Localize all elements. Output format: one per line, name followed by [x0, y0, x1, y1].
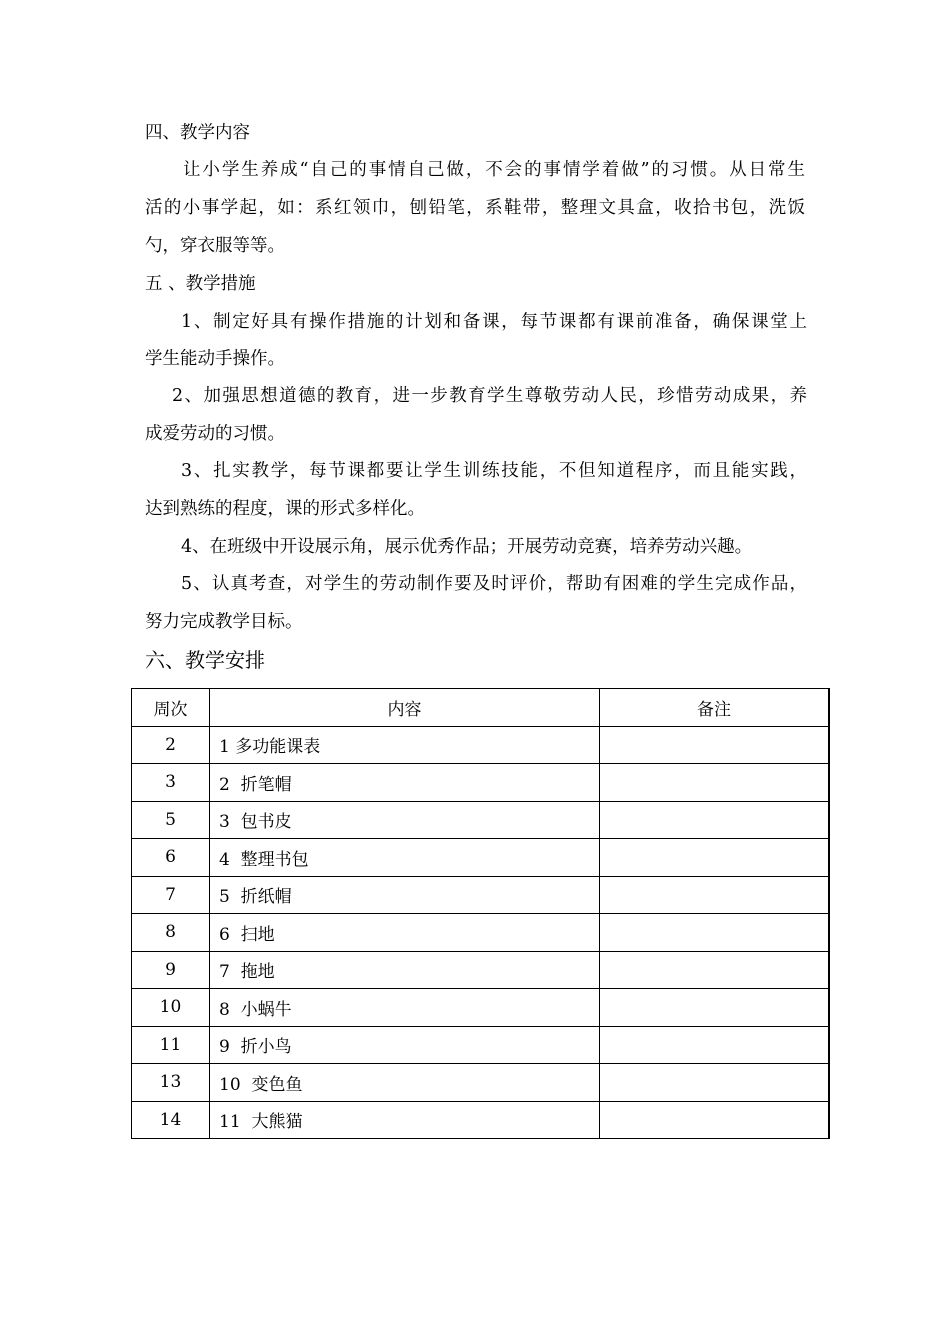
table-row: [132, 764, 830, 802]
column-header-content: 内容: [210, 689, 600, 727]
section5-line-8: 5、认真考查，对学生的劳动制作要及时评价，帮助有困难的学生完成作品，: [181, 574, 807, 594]
table-row: [132, 726, 830, 764]
content-cell: 3 包书皮: [210, 801, 600, 839]
section5-line-6: 达到熟练的程度，课的形式多样化。: [145, 499, 425, 519]
content-cell: 5 折纸帽: [210, 876, 600, 914]
content-cell: 11 大熊猫: [210, 1101, 600, 1139]
content-cell: 8 小蜗牛: [210, 989, 600, 1027]
week-cell: 14: [132, 1101, 210, 1139]
week-cell: 11: [132, 1026, 210, 1064]
week-cell: 13: [132, 1064, 210, 1102]
table-row: [132, 1101, 830, 1139]
week-cell: 6: [132, 839, 210, 877]
table-row: [132, 801, 830, 839]
column-header-notes: 备注: [600, 689, 830, 727]
week-cell: 9: [132, 951, 210, 989]
notes-cell: [600, 1101, 830, 1139]
content-cell: 1 多功能课表: [210, 726, 600, 764]
notes-cell: [600, 1064, 830, 1102]
section4-heading: 四、教学内容: [145, 123, 250, 143]
column-header-week: 周次: [132, 689, 210, 727]
content-cell: 6 扫地: [210, 914, 600, 952]
week-cell: 2: [132, 726, 210, 764]
notes-cell: [600, 801, 830, 839]
content-cell: 10 变色鱼: [210, 1064, 600, 1102]
table-row: [132, 989, 830, 1027]
section5-line-9: 努力完成教学目标。: [145, 612, 303, 632]
table-row: [132, 1064, 830, 1102]
content-cell: 9 折小鸟: [210, 1026, 600, 1064]
table-row: [132, 951, 830, 989]
week-cell: 5: [132, 801, 210, 839]
notes-cell: [600, 876, 830, 914]
notes-cell: [600, 764, 830, 802]
notes-cell: [600, 951, 830, 989]
section4-line-3: 勺，穿衣服等等。: [145, 236, 285, 256]
section6-heading: 六、教学安排: [145, 648, 265, 672]
section5-heading: 五 、教学措施: [145, 274, 256, 294]
notes-cell: [600, 914, 830, 952]
table-header-row: [132, 689, 830, 727]
table-row: [132, 876, 830, 914]
section5-line-7: 4、在班级中开设展示角，展示优秀作品；开展劳动竞赛，培养劳动兴趣。: [181, 537, 753, 557]
content-cell: 7 拖地: [210, 951, 600, 989]
week-cell: 3: [132, 764, 210, 802]
section5-line-1: 1、制定好具有操作措施的计划和备课，每节课都有课前准备，确保课堂上: [181, 312, 807, 332]
notes-cell: [600, 1026, 830, 1064]
section5-line-4: 成爱劳动的习惯。: [145, 424, 285, 444]
week-cell: 7: [132, 876, 210, 914]
section5-line-2: 学生能动手操作。: [145, 349, 285, 369]
week-cell: 8: [132, 914, 210, 952]
table-row: [132, 914, 830, 952]
section4-line-1: 让小学生养成“自己的事情自己做，不会的事情学着做”的习惯。从日常生: [183, 160, 805, 180]
section4-line-2: 活的小事学起，如：系红领巾，刨铅笔，系鞋带，整理文具盒，收拾书包，洗饭: [145, 198, 805, 218]
notes-cell: [600, 989, 830, 1027]
table-row: [132, 1026, 830, 1064]
content-cell: 2 折笔帽: [210, 764, 600, 802]
notes-cell: [600, 726, 830, 764]
section5-line-5: 3、扎实教学，每节课都要让学生训练技能，不但知道程序，而且能实践，: [181, 461, 807, 481]
section5-line-3: 2、加强思想道德的教育，进一步教育学生尊敬劳动人民，珍惜劳动成果，养: [172, 386, 807, 406]
notes-cell: [600, 839, 830, 877]
content-cell: 4 整理书包: [210, 839, 600, 877]
table-row: [132, 839, 830, 877]
week-cell: 10: [132, 989, 210, 1027]
schedule-table: [131, 688, 830, 1139]
